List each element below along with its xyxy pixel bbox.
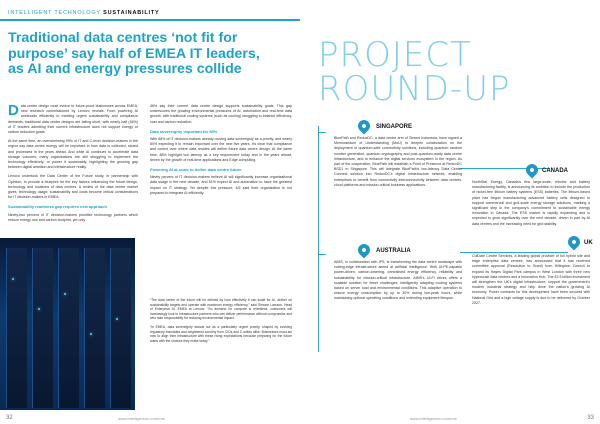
title-line-1: PROJECT — [318, 35, 472, 75]
region-uk: UK — [584, 240, 593, 246]
connector-line — [460, 252, 568, 253]
singapore-text: BluePath and ReduxDC, a data centre arm of Sinteni Indonesia, have signed a Memorandum of Understanding (MoU) to deepen collaboration on the deployment of quantum-safe connectivity solutions, including quantum random number generation, quantum cryptography and post-quantum-ready data centre infrastructure, and to enhance the digital services ecosystem in the region. As part of the cooperation, BluePath will establish a Point of Presence at ReduxDC BSD1 in Singapore. This will integrate BluePath’s low-latency Data Center Connect solution into ReduxDC’s digital infrastructure network, enabling enterprises to benefit from connectivity interconnectivity between data centres, cloud platforms and mission-critical business applications. — [334, 136, 462, 187]
region-australia: AUSTRALIA — [376, 248, 411, 254]
australia-text: AIMS, in collaboration with IPS, is transforming the data centre landscape with cutting-edge infrastructure aimed at artificial intelligence. With ULPE-capable power-driven, carbon-lowering, centralised energy efficiency, reliability and sustainability for mission-critical infrastructure. AIMS’s ULFI drives offers a scalable solution for fewer challenges, intelligently adapting cooling systems based on server load and environmental conditions. This adaptive operation to reduce energy consumption by up to 30% during low-peak hours, while maintaining optimal operating conditions and extending equipment lifespan. — [334, 260, 462, 301]
server-rack — [32, 248, 53, 408]
subheading: Sustainability readiness gap requires new approach — [8, 204, 107, 210]
map-pin-icon — [356, 118, 373, 135]
region-canada: CANADA — [542, 168, 568, 174]
paragraph: With 88% of IT decision-makers already moving data sovereignty as a priority, and nearly 80% expecting it to remain important over the next five years, it’s clear that compliance and control over where data resides will define future data centre design. At the same time, 88% highlight low latency as a key requirement today and in the years ahead, driven by the growth of real-time applications and Edge computing. — [150, 137, 292, 162]
paragraph: Ninety percent of IT decision-makers believe AI will significantly increase organisational data usage in the next decade, and 51% expect AI and automation to have the greatest impact on IT strategy. Yet despite this pressure, 4/5 said their organisation is not prepared to integrate AI efficiently. — [150, 175, 292, 195]
connector-line — [318, 254, 326, 255]
article-headline: Traditional data centres ‘not fit for purpose’ say half of EMEA IT leaders, as AI and energy pressures collide — [8, 30, 260, 77]
server-led — [64, 293, 66, 295]
drop-cap: D — [8, 102, 19, 119]
server-led — [116, 318, 118, 320]
article-column-2-top — [150, 104, 292, 200]
article-column-2-bottom — [150, 298, 292, 347]
paragraph: 46% say their current data centre design supports sustainability goals. This gap underscores the growing environmental pressures of AI, automation and real-time data growth, with traditional cooling systems (such as cooling) struggling to balance efficiency, cost and carbon reduction. — [150, 104, 292, 124]
rubric-topic: SUSTAINABILITY — [103, 10, 160, 16]
server-led — [38, 308, 40, 310]
footer-url: www.intelligentcio.com/me — [410, 416, 457, 421]
server-rack — [58, 248, 79, 408]
canada-text: NorthStar Energy, Canada’s first large-scale, electric and battery manufacturing facility, is announcing its ambition to include the production of nickel-free lithium battery systems (ESS) batteries. The lithium-based plant has begun manufacturing advanced battery cells designed to support commercial and grid-scale energy storage solutions, marking a significant step in the company’s commitment to sustainable energy innovation in Canada. The ESS market is rapidly expanding and is expected to grow significantly over the next decade, driven in part by AI data centres and the increasing need for grid stability. — [472, 180, 590, 226]
article-column-1 — [8, 104, 138, 227]
paragraph: At the same time, an overwhelming 99% of IT and C-level decision-makers in the region say data centre energy will be important in how data is collected, stored and processed in the years ahead. And while AI continues to accelerate data storage volumes, many organisations are still struggling to implement the technology effectively, or power it sustainably, highlighting the growing gap between digital ambition and infrastructure reality. — [8, 139, 138, 170]
quote-paragraph: “The data centre of the future will be defined by how effectively it can scale for AI, deliver on sustainability targets and operate with maximum energy efficiency,” said Simone Larsson, Head of Enterprise AI, EMEA at Lenovo. “So demand for compute is relentless; customers will increasingly look to infrastructure partners who can deliver performance without compromise and who take responsibility for reducing environmental impact. — [150, 298, 292, 321]
map-pin-icon — [356, 242, 373, 259]
server-rack — [6, 248, 27, 408]
rubric-divider — [0, 19, 300, 21]
right-page — [300, 0, 600, 424]
server-led — [90, 333, 92, 335]
footer-url: www.intelligentcio.com/me — [118, 416, 165, 421]
round-up-title — [318, 35, 511, 109]
page-number: 33 — [587, 415, 594, 421]
paragraph: Ninety-two percent of IT decision-makers prioritise technology partners which reduce energy use and carbon footprint, yet only — [8, 212, 138, 222]
subheading: Powering AI at scale to define data centre future — [150, 167, 242, 173]
data-centre-photo — [0, 238, 135, 410]
rubric — [8, 10, 159, 16]
map-pin-icon — [524, 162, 541, 179]
server-rack — [84, 248, 105, 408]
intro-paragraph — [8, 104, 138, 135]
page-number: 32 — [6, 415, 13, 421]
title-line-2: ROUND-UP — [318, 69, 511, 109]
paragraph: Lenovo undertook the Data Center of the Future study, in partnership with Opinium, to provide a blueprint for the key factors influencing the future design, technology and locations of data centres. A review of the data centre market gives, technology usage, sustainability and costs became critical considerations for IT decision-makers in EMEA. — [8, 174, 138, 200]
connector-line — [318, 126, 319, 352]
map-pin-icon — [566, 234, 583, 251]
quote-paragraph: “In EMEA, data sovereignty stands out as a particularly urgent priority, shaped by evolving regulatory mandates and heightened scrutiny from CIOs and C-suites alike. Businesses must act now to align their infrastructure with these rising expectations because preparing for the future starts with the choices they make today.” — [150, 324, 292, 343]
rubric-section: INTELLIGENT TECHNOLOGY — [8, 10, 101, 16]
region-singapore: SINGAPORE — [376, 124, 413, 130]
paragraph-text: ata centre design must evolve to future-proof businesses across EMEA, new research commissioned by Lenovo reveals. From powering AI workloads efficiently to meeting urgent sustainability and compliance demands, traditional data centre designs are falling short, with nearly half (46%) of IT leaders admitting their current infrastructure does not support energy or carbon reduction goals. — [8, 104, 138, 135]
uk-text: CulDate Centre Services, a leading global provider of full hybrid site and edge enterprise data centres, has announced that it has received committee approval (Resolution to Grant) from Hillingdon Council to expand its Hayes Digital Park campus in West London with three new hyperscale data centres and a Innovation Hub. The £2.5 billion investment will strengthen the UK’s digital infrastructure, support the government’s modern industrial strategy and help drive the nation’s growing AI economy. Power contracts for this development have been secured with National Grid and a high voltage supply is due to be delivered by October 2027. — [472, 254, 591, 305]
server-led — [12, 278, 14, 280]
subheading: Data sovereignty important for 80% — [150, 128, 218, 134]
connector-line — [318, 132, 326, 133]
server-rack — [110, 248, 131, 408]
